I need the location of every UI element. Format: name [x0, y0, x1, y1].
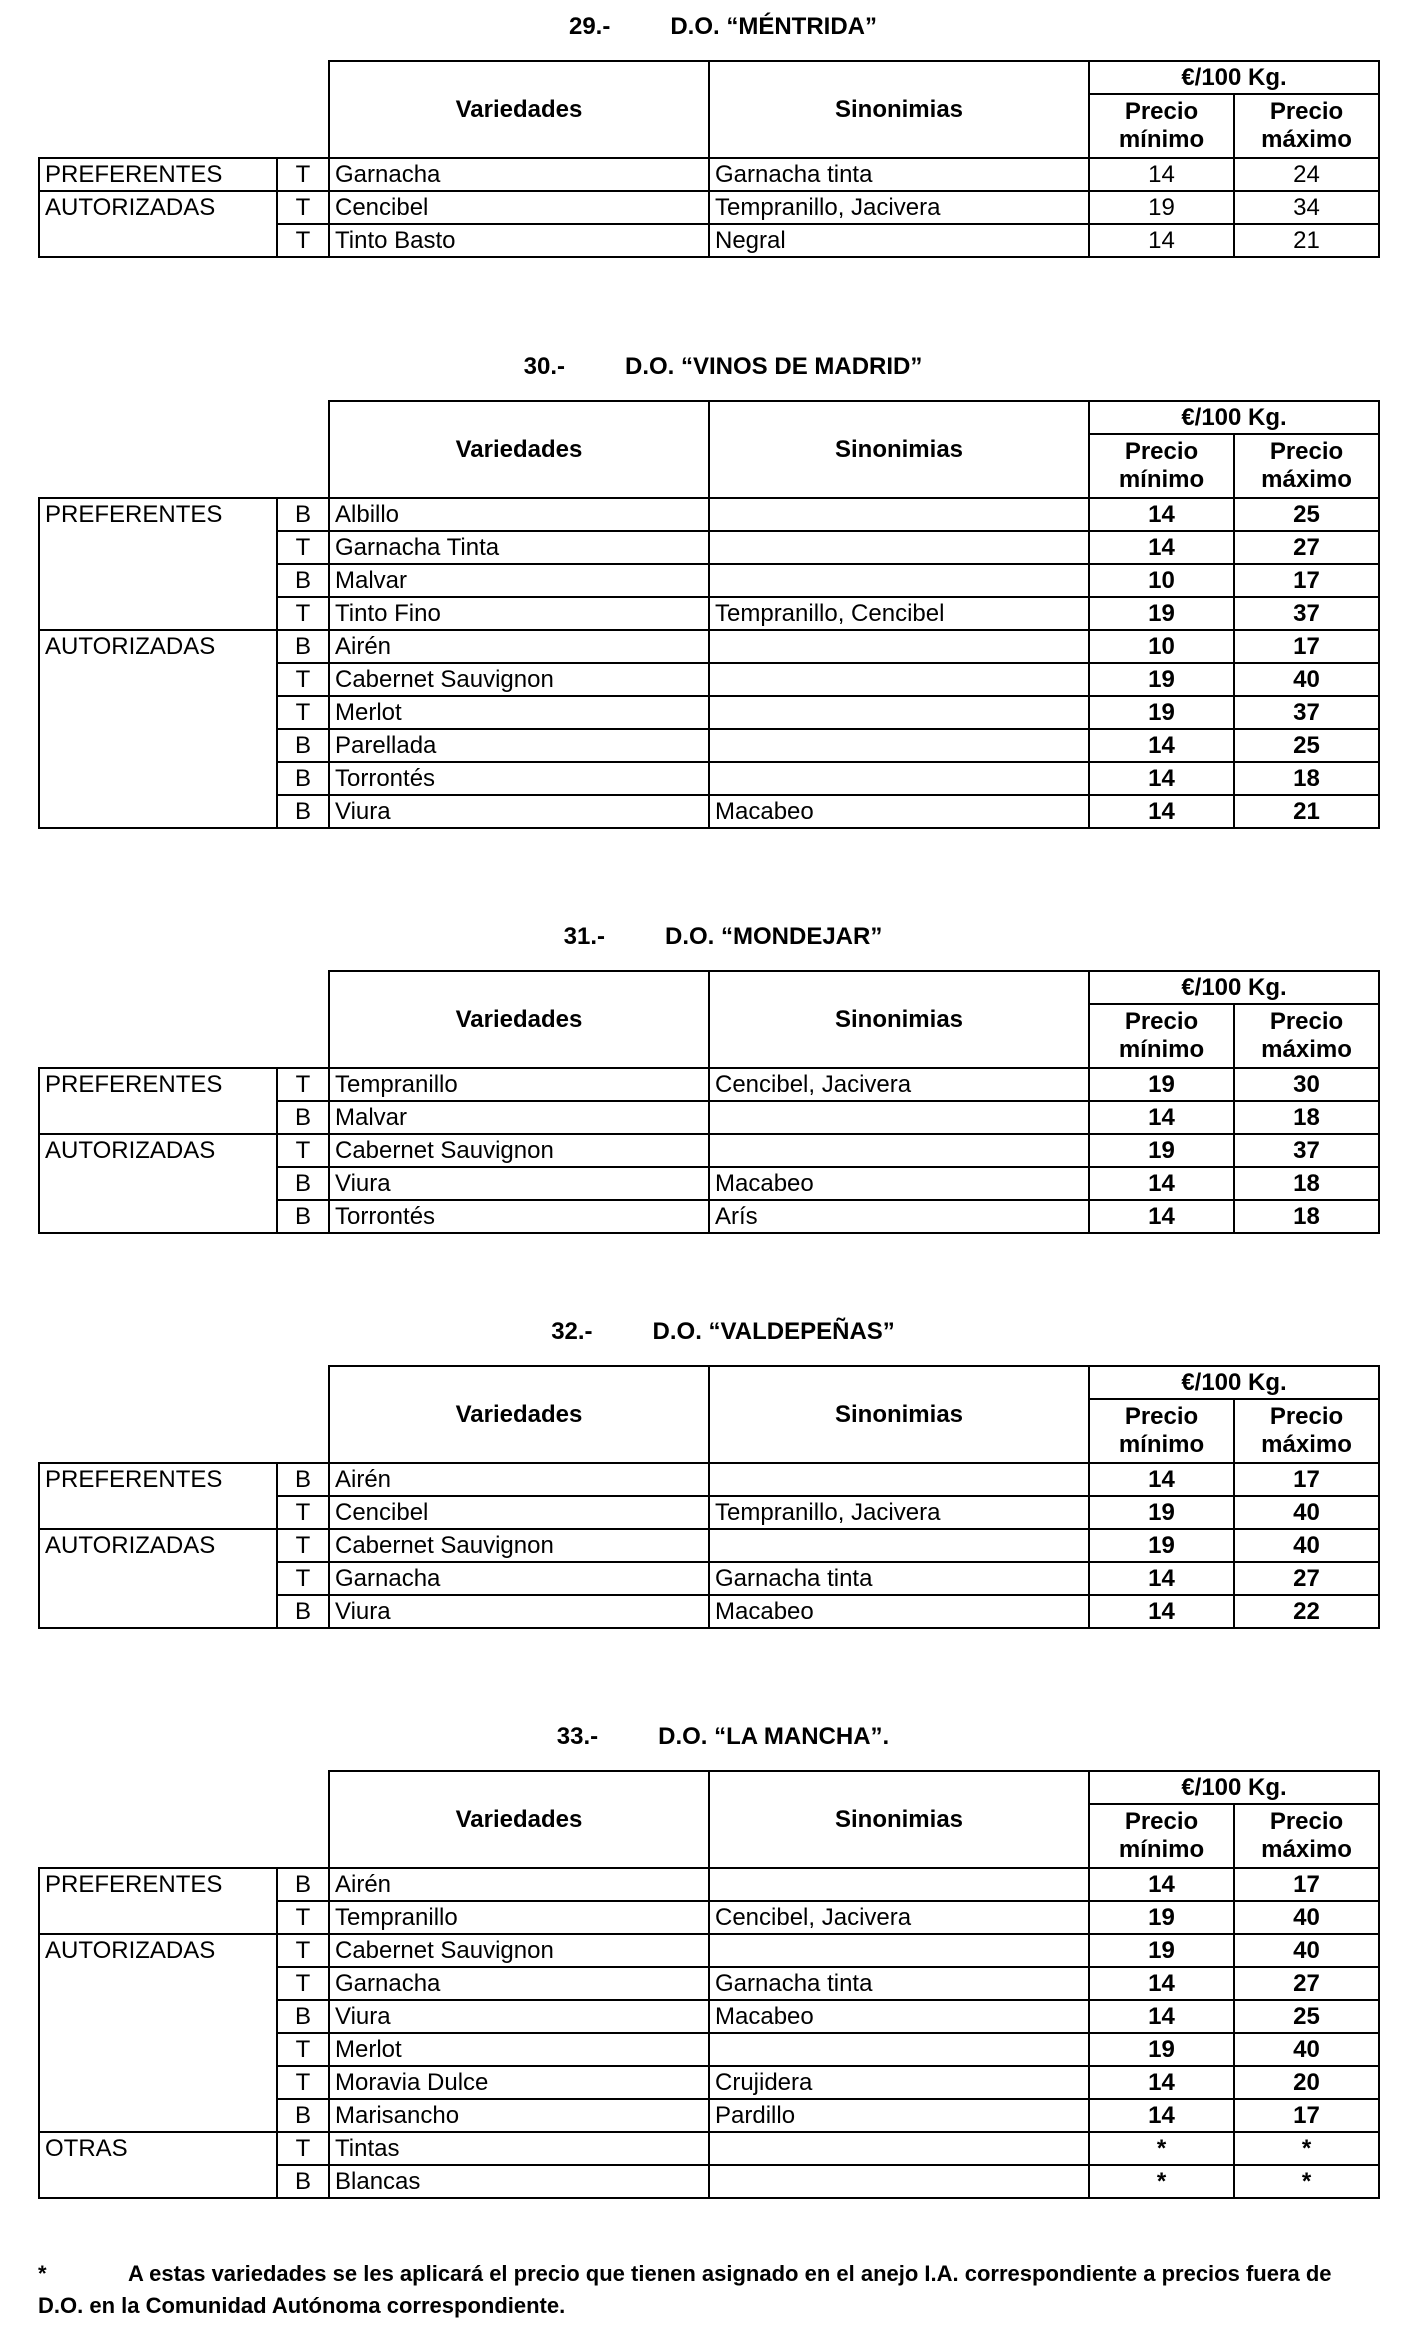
min-price-cell: *: [1089, 2165, 1234, 2198]
section-33: [38, 1722, 1378, 2199]
max-price-cell: 40: [1234, 1496, 1379, 1529]
section-heading: [68, 12, 1378, 42]
header-precio-minimo: Precio mínimo: [1089, 1804, 1234, 1868]
header-variedades: Variedades: [329, 971, 709, 1068]
max-price-cell: 37: [1234, 597, 1379, 630]
section-number: 31.-: [563, 923, 605, 950]
max-price-cell: 40: [1234, 2033, 1379, 2066]
header-row: [39, 1771, 1379, 1804]
header-sinonimias: Sinonimias: [709, 1366, 1089, 1463]
section-number: 32.-: [551, 1318, 593, 1345]
category-cell: PREFERENTES: [39, 158, 277, 191]
section-title: D.O. “LA MANCHA”.: [658, 1723, 890, 1750]
type-cell: T: [277, 1134, 329, 1167]
header-row: [39, 1366, 1379, 1399]
variety-cell: Viura: [329, 2000, 709, 2033]
min-price-cell: 19: [1089, 1068, 1234, 1101]
blank-cell: [39, 971, 329, 1068]
section-32: [38, 1317, 1378, 1629]
min-price-cell: 19: [1089, 1934, 1234, 1967]
synonym-cell: [709, 2132, 1089, 2165]
max-price-cell: 25: [1234, 498, 1379, 531]
synonym-cell: [709, 1463, 1089, 1496]
max-price-cell: 27: [1234, 1967, 1379, 2000]
min-price-cell: 14: [1089, 1967, 1234, 2000]
category-cell: AUTORIZADAS: [39, 1529, 277, 1628]
max-price-cell: 18: [1234, 1167, 1379, 1200]
variety-cell: Marisancho: [329, 2099, 709, 2132]
synonym-cell: Garnacha tinta: [709, 158, 1089, 191]
price-table: [38, 1770, 1380, 2199]
type-cell: T: [277, 1901, 329, 1934]
max-price-cell: 40: [1234, 1901, 1379, 1934]
variety-cell: Tinto Basto: [329, 224, 709, 257]
min-price-cell: 14: [1089, 795, 1234, 828]
max-price-cell: 27: [1234, 531, 1379, 564]
synonym-cell: Cencibel, Jacivera: [709, 1901, 1089, 1934]
max-price-cell: 18: [1234, 762, 1379, 795]
min-price-cell: 14: [1089, 2099, 1234, 2132]
type-cell: T: [277, 1967, 329, 2000]
max-price-cell: 17: [1234, 1868, 1379, 1901]
header-sinonimias: Sinonimias: [709, 971, 1089, 1068]
min-price-cell: 19: [1089, 597, 1234, 630]
min-price-cell: 14: [1089, 1868, 1234, 1901]
max-price-cell: *: [1234, 2165, 1379, 2198]
max-price-cell: 17: [1234, 1463, 1379, 1496]
synonym-cell: Garnacha tinta: [709, 1967, 1089, 2000]
header-precio-minimo: Precio mínimo: [1089, 434, 1234, 498]
synonym-cell: [709, 2165, 1089, 2198]
table-row: [39, 2132, 1379, 2165]
header-variedades: Variedades: [329, 1366, 709, 1463]
price-table: [38, 400, 1380, 829]
variety-cell: Garnacha Tinta: [329, 531, 709, 564]
category-cell: AUTORIZADAS: [39, 191, 277, 257]
synonym-cell: Tempranillo, Jacivera: [709, 1496, 1089, 1529]
section-30: [38, 352, 1378, 829]
synonym-cell: [709, 663, 1089, 696]
section-number: 33.-: [556, 1723, 599, 1750]
min-price-cell: 14: [1089, 1101, 1234, 1134]
header-variedades: Variedades: [329, 401, 709, 498]
header-euro-kg: €/100 Kg.: [1089, 1366, 1379, 1399]
max-price-cell: 17: [1234, 2099, 1379, 2132]
table-row: [39, 1134, 1379, 1167]
section-number: 30.-: [523, 353, 565, 380]
min-price-cell: 14: [1089, 2000, 1234, 2033]
type-cell: T: [277, 158, 329, 191]
header-euro-kg: €/100 Kg.: [1089, 401, 1379, 434]
min-price-cell: 10: [1089, 564, 1234, 597]
footnote-text: A estas variedades se les aplicará el precio que tienen asignado en el anejo I.A. correspondiente a precios fuera de D.O. en la Comunidad Autónoma correspondiente.: [38, 2261, 1332, 2318]
synonym-cell: Pardillo: [709, 2099, 1089, 2132]
section-title: D.O. “MÉNTRIDA”: [670, 13, 878, 40]
min-price-cell: 14: [1089, 1167, 1234, 1200]
max-price-cell: 18: [1234, 1101, 1379, 1134]
synonym-cell: [709, 696, 1089, 729]
synonym-cell: Negral: [709, 224, 1089, 257]
section-title: D.O. “MONDEJAR”: [665, 923, 883, 950]
category-cell: PREFERENTES: [39, 1463, 277, 1529]
variety-cell: Malvar: [329, 1101, 709, 1134]
min-price-cell: 14: [1089, 762, 1234, 795]
section-31: [38, 922, 1378, 1234]
header-euro-kg: €/100 Kg.: [1089, 1771, 1379, 1804]
synonym-cell: [709, 1529, 1089, 1562]
synonym-cell: [709, 1868, 1089, 1901]
synonym-cell: Macabeo: [709, 2000, 1089, 2033]
type-cell: T: [277, 2033, 329, 2066]
variety-cell: Torrontés: [329, 762, 709, 795]
synonym-cell: [709, 2033, 1089, 2066]
min-price-cell: 19: [1089, 2033, 1234, 2066]
table-row: [39, 630, 1379, 663]
section-heading: [68, 922, 1378, 952]
min-price-cell: 19: [1089, 191, 1234, 224]
min-price-cell: 14: [1089, 224, 1234, 257]
type-cell: T: [277, 1934, 329, 1967]
type-cell: T: [277, 1068, 329, 1101]
category-cell: PREFERENTES: [39, 1868, 277, 1934]
header-precio-maximo: Precio máximo: [1234, 434, 1379, 498]
synonym-cell: [709, 531, 1089, 564]
variety-cell: Garnacha: [329, 158, 709, 191]
min-price-cell: *: [1089, 2132, 1234, 2165]
max-price-cell: 17: [1234, 564, 1379, 597]
type-cell: T: [277, 2066, 329, 2099]
max-price-cell: *: [1234, 2132, 1379, 2165]
type-cell: B: [277, 2165, 329, 2198]
min-price-cell: 14: [1089, 498, 1234, 531]
variety-cell: Parellada: [329, 729, 709, 762]
section-heading: [68, 1317, 1378, 1347]
price-table: [38, 60, 1380, 258]
variety-cell: Malvar: [329, 564, 709, 597]
synonym-cell: Crujidera: [709, 2066, 1089, 2099]
variety-cell: Garnacha: [329, 1967, 709, 2000]
min-price-cell: 14: [1089, 1200, 1234, 1233]
table-row: [39, 498, 1379, 531]
header-row: [39, 401, 1379, 434]
variety-cell: Airén: [329, 1868, 709, 1901]
price-table: [38, 970, 1380, 1234]
variety-cell: Cencibel: [329, 1496, 709, 1529]
type-cell: B: [277, 1463, 329, 1496]
max-price-cell: 40: [1234, 663, 1379, 696]
type-cell: B: [277, 795, 329, 828]
category-cell: AUTORIZADAS: [39, 630, 277, 828]
min-price-cell: 19: [1089, 696, 1234, 729]
synonym-cell: Garnacha tinta: [709, 1562, 1089, 1595]
type-cell: T: [277, 1496, 329, 1529]
variety-cell: Garnacha: [329, 1562, 709, 1595]
type-cell: T: [277, 191, 329, 224]
max-price-cell: 17: [1234, 630, 1379, 663]
header-euro-kg: €/100 Kg.: [1089, 61, 1379, 94]
type-cell: B: [277, 498, 329, 531]
table-row: [39, 1868, 1379, 1901]
blank-cell: [39, 1366, 329, 1463]
header-variedades: Variedades: [329, 1771, 709, 1868]
min-price-cell: 19: [1089, 663, 1234, 696]
max-price-cell: 18: [1234, 1200, 1379, 1233]
table-row: [39, 1068, 1379, 1101]
variety-cell: Airén: [329, 1463, 709, 1496]
footnote: [38, 2258, 1338, 2322]
type-cell: T: [277, 696, 329, 729]
header-sinonimias: Sinonimias: [709, 401, 1089, 498]
type-cell: T: [277, 2132, 329, 2165]
synonym-cell: [709, 564, 1089, 597]
min-price-cell: 19: [1089, 1901, 1234, 1934]
type-cell: T: [277, 224, 329, 257]
header-precio-minimo: Precio mínimo: [1089, 1399, 1234, 1463]
section-heading: [68, 1722, 1378, 1752]
section-title: D.O. “VINOS DE MADRID”: [625, 353, 923, 380]
header-sinonimias: Sinonimias: [709, 61, 1089, 158]
header-euro-kg: €/100 Kg.: [1089, 971, 1379, 1004]
max-price-cell: 27: [1234, 1562, 1379, 1595]
synonym-cell: [709, 1134, 1089, 1167]
variety-cell: Blancas: [329, 2165, 709, 2198]
type-cell: B: [277, 1167, 329, 1200]
header-row: [39, 61, 1379, 94]
price-table: [38, 1365, 1380, 1629]
variety-cell: Airén: [329, 630, 709, 663]
variety-cell: Cabernet Sauvignon: [329, 1529, 709, 1562]
section-heading: [68, 352, 1378, 382]
type-cell: B: [277, 1200, 329, 1233]
max-price-cell: 40: [1234, 1934, 1379, 1967]
max-price-cell: 25: [1234, 2000, 1379, 2033]
header-precio-minimo: Precio mínimo: [1089, 94, 1234, 158]
variety-cell: Viura: [329, 1167, 709, 1200]
synonym-cell: [709, 1934, 1089, 1967]
variety-cell: Torrontés: [329, 1200, 709, 1233]
category-cell: PREFERENTES: [39, 498, 277, 630]
type-cell: T: [277, 1562, 329, 1595]
section-number: 29.-: [568, 13, 611, 40]
category-cell: AUTORIZADAS: [39, 1934, 277, 2132]
variety-cell: Viura: [329, 1595, 709, 1628]
synonym-cell: Tempranillo, Jacivera: [709, 191, 1089, 224]
category-cell: AUTORIZADAS: [39, 1134, 277, 1233]
type-cell: T: [277, 663, 329, 696]
header-precio-maximo: Precio máximo: [1234, 94, 1379, 158]
synonym-cell: Tempranillo, Cencibel: [709, 597, 1089, 630]
min-price-cell: 14: [1089, 1562, 1234, 1595]
type-cell: B: [277, 630, 329, 663]
max-price-cell: 21: [1234, 224, 1379, 257]
min-price-cell: 19: [1089, 1134, 1234, 1167]
type-cell: B: [277, 2099, 329, 2132]
variety-cell: Merlot: [329, 2033, 709, 2066]
header-precio-minimo: Precio mínimo: [1089, 1004, 1234, 1068]
variety-cell: Cabernet Sauvignon: [329, 663, 709, 696]
section-title: D.O. “VALDEPEÑAS”: [652, 1318, 895, 1345]
variety-cell: Cencibel: [329, 191, 709, 224]
blank-cell: [39, 401, 329, 498]
variety-cell: Tinto Fino: [329, 597, 709, 630]
max-price-cell: 25: [1234, 729, 1379, 762]
table-row: [39, 1934, 1379, 1967]
synonym-cell: [709, 729, 1089, 762]
table-row: [39, 191, 1379, 224]
synonym-cell: [709, 1101, 1089, 1134]
synonym-cell: [709, 630, 1089, 663]
variety-cell: Tempranillo: [329, 1901, 709, 1934]
header-row: [39, 971, 1379, 1004]
synonym-cell: Arís: [709, 1200, 1089, 1233]
synonym-cell: Cencibel, Jacivera: [709, 1068, 1089, 1101]
header-precio-maximo: Precio máximo: [1234, 1399, 1379, 1463]
variety-cell: Cabernet Sauvignon: [329, 1134, 709, 1167]
blank-cell: [39, 1771, 329, 1868]
min-price-cell: 14: [1089, 158, 1234, 191]
variety-cell: Viura: [329, 795, 709, 828]
header-sinonimias: Sinonimias: [709, 1771, 1089, 1868]
table-row: [39, 1463, 1379, 1496]
max-price-cell: 30: [1234, 1068, 1379, 1101]
min-price-cell: 10: [1089, 630, 1234, 663]
max-price-cell: 40: [1234, 1529, 1379, 1562]
type-cell: T: [277, 531, 329, 564]
table-row: [39, 1529, 1379, 1562]
max-price-cell: 22: [1234, 1595, 1379, 1628]
header-variedades: Variedades: [329, 61, 709, 158]
min-price-cell: 19: [1089, 1529, 1234, 1562]
type-cell: B: [277, 1868, 329, 1901]
min-price-cell: 14: [1089, 729, 1234, 762]
synonym-cell: Macabeo: [709, 795, 1089, 828]
max-price-cell: 20: [1234, 2066, 1379, 2099]
min-price-cell: 14: [1089, 2066, 1234, 2099]
variety-cell: Tintas: [329, 2132, 709, 2165]
min-price-cell: 14: [1089, 1595, 1234, 1628]
max-price-cell: 34: [1234, 191, 1379, 224]
blank-cell: [39, 61, 329, 158]
synonym-cell: [709, 498, 1089, 531]
variety-cell: Cabernet Sauvignon: [329, 1934, 709, 1967]
min-price-cell: 14: [1089, 531, 1234, 564]
min-price-cell: 14: [1089, 1463, 1234, 1496]
header-precio-maximo: Precio máximo: [1234, 1804, 1379, 1868]
variety-cell: Merlot: [329, 696, 709, 729]
section-29: [38, 12, 1378, 258]
synonym-cell: [709, 762, 1089, 795]
type-cell: B: [277, 762, 329, 795]
type-cell: B: [277, 2000, 329, 2033]
variety-cell: Albillo: [329, 498, 709, 531]
category-cell: OTRAS: [39, 2132, 277, 2198]
synonym-cell: Macabeo: [709, 1167, 1089, 1200]
synonym-cell: Macabeo: [709, 1595, 1089, 1628]
type-cell: T: [277, 597, 329, 630]
max-price-cell: 21: [1234, 795, 1379, 828]
variety-cell: Tempranillo: [329, 1068, 709, 1101]
max-price-cell: 24: [1234, 158, 1379, 191]
type-cell: B: [277, 1595, 329, 1628]
category-cell: PREFERENTES: [39, 1068, 277, 1134]
min-price-cell: 19: [1089, 1496, 1234, 1529]
footnote-marker: *: [38, 2261, 47, 2286]
variety-cell: Moravia Dulce: [329, 2066, 709, 2099]
type-cell: T: [277, 1529, 329, 1562]
type-cell: B: [277, 1101, 329, 1134]
type-cell: B: [277, 564, 329, 597]
type-cell: B: [277, 729, 329, 762]
header-precio-maximo: Precio máximo: [1234, 1004, 1379, 1068]
table-row: [39, 158, 1379, 191]
max-price-cell: 37: [1234, 1134, 1379, 1167]
max-price-cell: 37: [1234, 696, 1379, 729]
